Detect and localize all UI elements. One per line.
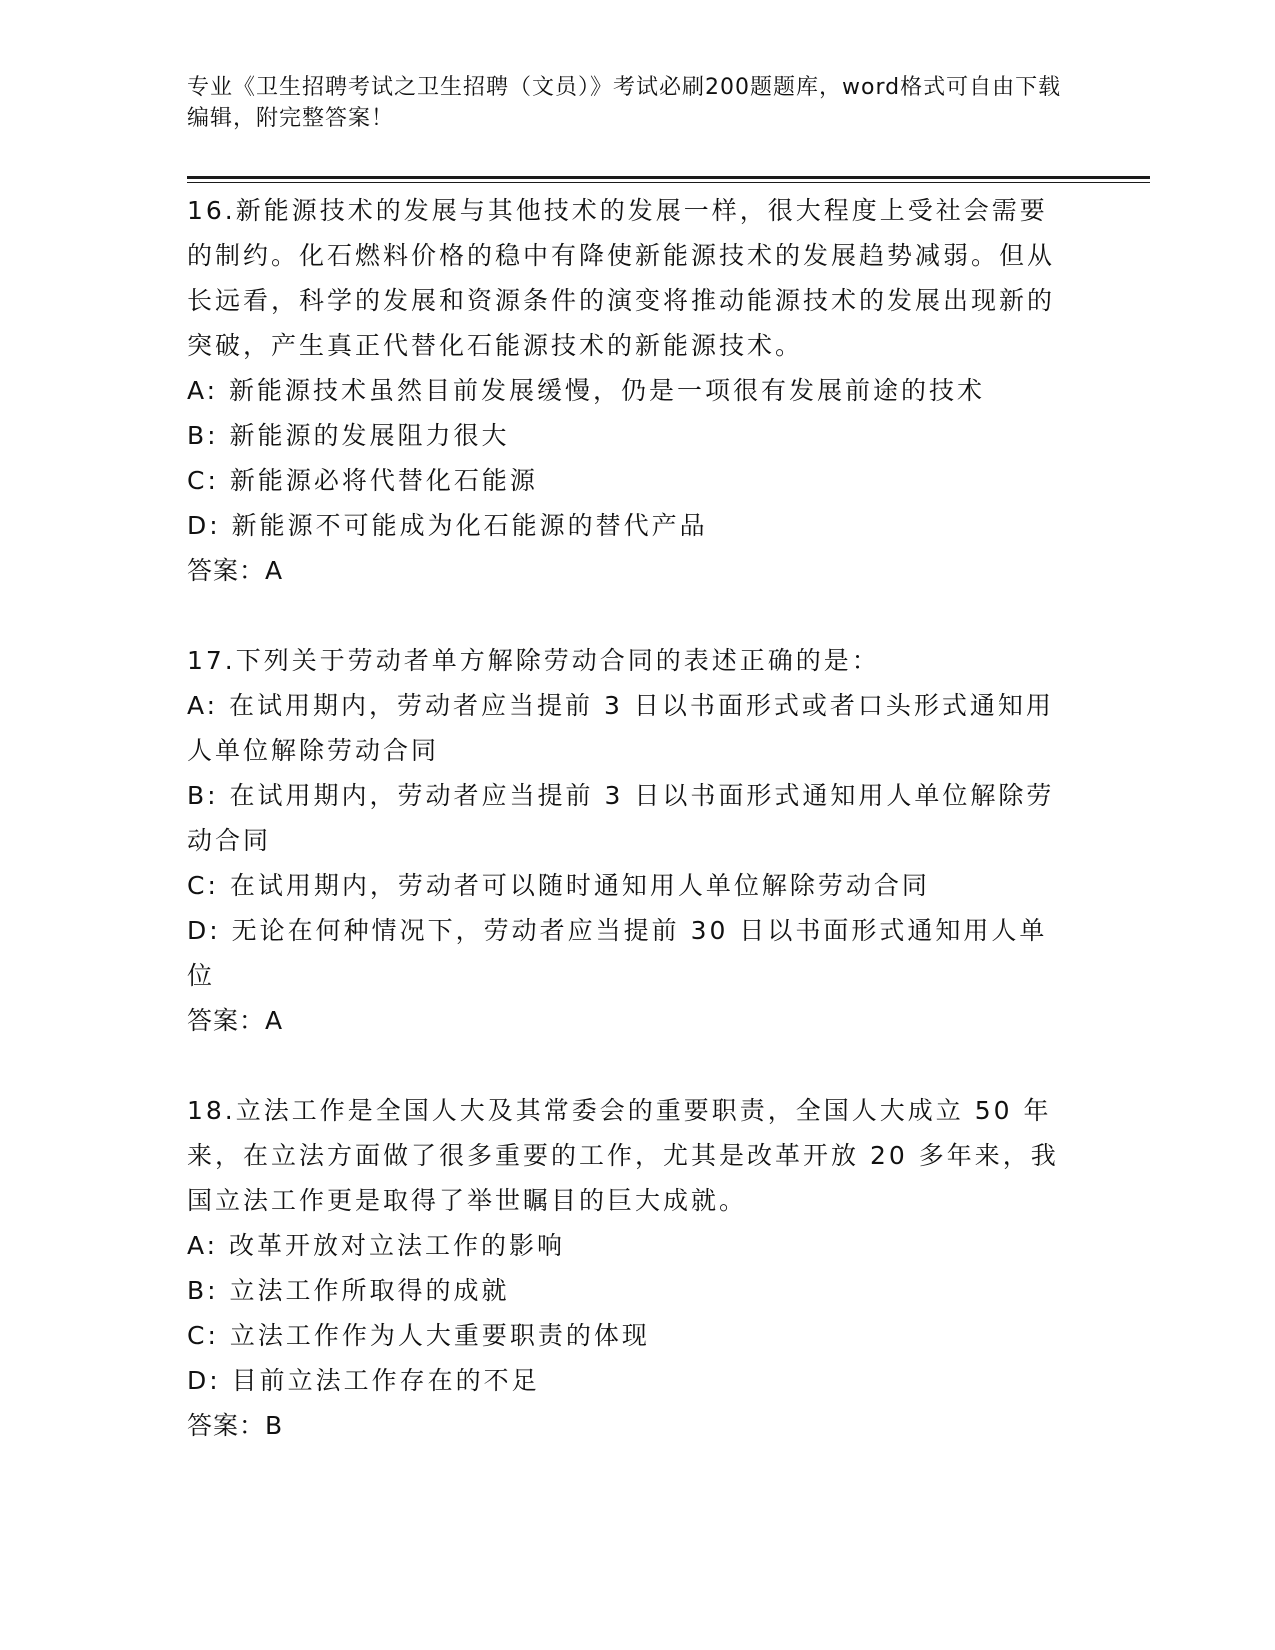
option-c: C: 立法工作作为人大重要职责的体现	[187, 1321, 650, 1350]
option-b: B: 新能源的发展阻力很大	[187, 421, 510, 450]
option-d: D: 新能源不可能成为化石能源的替代产品	[187, 511, 708, 540]
option-d: D: 目前立法工作存在的不足	[187, 1366, 540, 1395]
option-a: A: 新能源技术虽然目前发展缓慢，仍是一项很有发展前途的技术	[187, 376, 986, 405]
header-divider-thick	[187, 176, 1150, 179]
option-d: D: 无论在何种情况下，劳动者应当提前 30 日以书面形式通知用人单位	[187, 916, 1048, 990]
answer: 答案：A	[187, 1006, 284, 1035]
question-stem: 16.新能源技术的发展与其他技术的发展一样，很大程度上受社会需要的制约。化石燃料价格的稳中有降使新能源技术的发展趋势减弱。但从长远看，科学的发展和资源条件的演变将推动能源技术的发展出现新的突破，产生真正代替化石能源技术的新能源技术。	[187, 196, 1056, 360]
question-18	[187, 1088, 1067, 1448]
option-b: B: 在试用期内，劳动者应当提前 3 日以书面形式通知用人单位解除劳动合同	[187, 781, 1055, 855]
question-spacer	[187, 1043, 1067, 1088]
question-stem: 17.下列关于劳动者单方解除劳动合同的表述正确的是：	[187, 646, 880, 675]
answer: 答案：B	[187, 1411, 284, 1440]
question-spacer	[187, 593, 1067, 638]
option-c: C: 在试用期内，劳动者可以随时通知用人单位解除劳动合同	[187, 871, 930, 900]
option-a: A: 改革开放对立法工作的影响	[187, 1231, 566, 1260]
question-17	[187, 638, 1067, 1043]
document-header: 专业《卫生招聘考试之卫生招聘（文员）》考试必刷200题题库，word格式可自由下载编辑，附完整答案！	[187, 75, 1062, 131]
option-c: C: 新能源必将代替化石能源	[187, 466, 538, 495]
option-b: B: 立法工作所取得的成就	[187, 1276, 510, 1305]
answer: 答案：A	[187, 556, 284, 585]
option-a: A: 在试用期内，劳动者应当提前 3 日以书面形式或者口头形式通知用人单位解除劳动合同	[187, 691, 1054, 765]
question-stem: 18.立法工作是全国人大及其常委会的重要职责，全国人大成立 50 年来，在立法方面做了很多重要的工作，尤其是改革开放 20 多年来，我国立法工作更是取得了举世瞩目的巨大成就。	[187, 1096, 1059, 1215]
question-list	[187, 188, 1067, 1448]
question-16	[187, 188, 1067, 593]
header-divider-thin	[187, 182, 1150, 183]
